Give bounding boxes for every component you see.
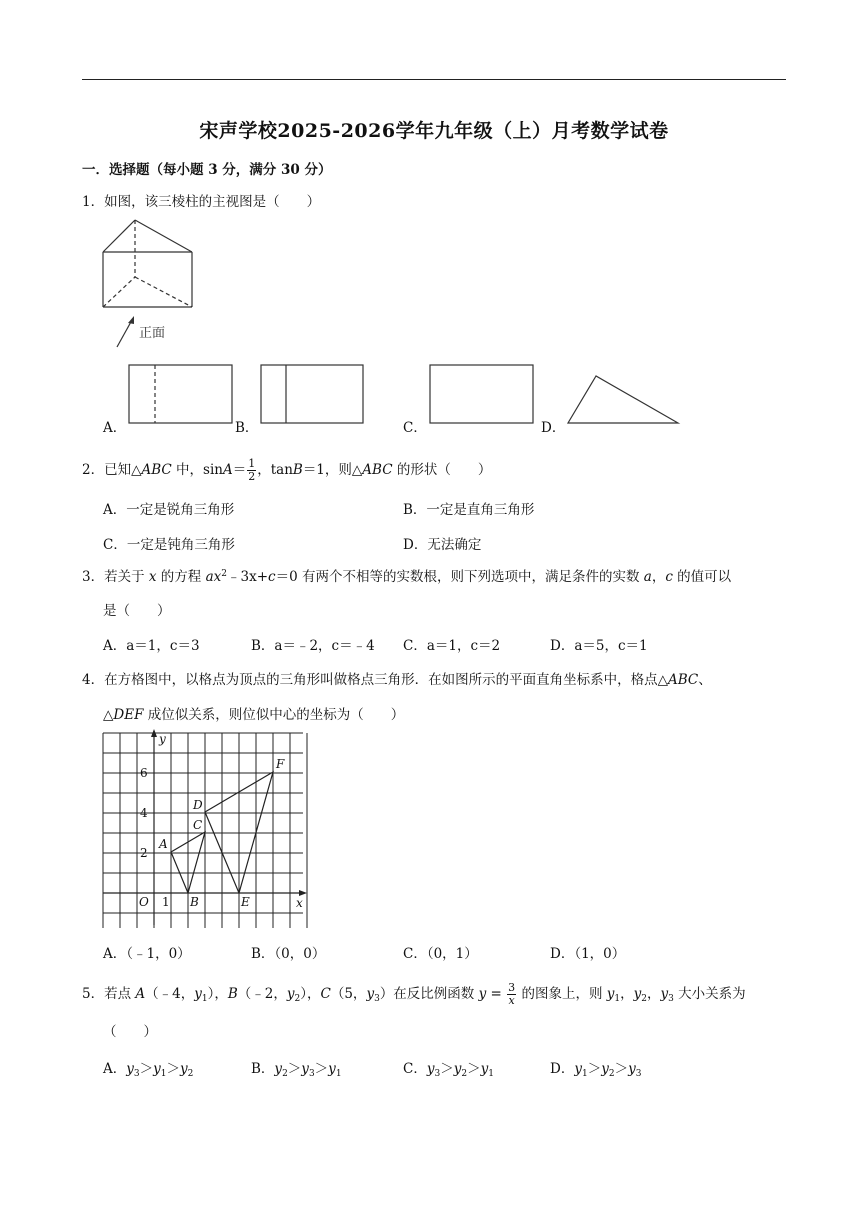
question-3-stem-line1: 3．若关于 x 的方程 $ax^2﹣3x+c=0$ 有两个不相等的实数根，则下列选项中，满足条件的实数 a，c 的值可以 — [82, 569, 732, 585]
q5-option-c[interactable]: C．$y_3>y_2>y_1$ — [403, 1061, 494, 1079]
q3-option-d[interactable]: D．a＝5，c＝1 — [550, 638, 648, 654]
point-e-label: E — [241, 895, 250, 909]
q4-option-d[interactable]: D．（1，0） — [550, 946, 626, 962]
origin-label: O — [139, 895, 149, 909]
y-tick-4: 4 — [140, 806, 148, 820]
q5-option-a[interactable]: A．$y_3>y_1>y_2$ — [103, 1061, 194, 1079]
question-5-stem-line1: 5．若点 A（﹣4，$y_1$），B（﹣2，$y_2$），C（5，$y_3$）在反比例函数 y = $\frac{3}{x}$ 的图象上，则 $y_1$，$y_2$，$y_3$ 大小关系为 — [82, 981, 746, 1007]
q3-option-a[interactable]: A．a＝1，c＝3 — [103, 638, 200, 654]
q1-option-b[interactable]: B． — [235, 420, 259, 436]
y-tick-2: 2 — [140, 846, 148, 860]
q5-option-b[interactable]: B．$y_2>y_3>y_1$ — [251, 1061, 342, 1079]
question-2-stem: 2．已知△ABC 中，sinA＝ $\frac{1}{2}$ ，tanB＝1，则△ABC 的形状（ ） — [82, 457, 492, 483]
point-c-label: C — [193, 818, 203, 832]
point-d-label: D — [193, 798, 203, 812]
y-axis-label: y — [159, 732, 166, 746]
q3-option-b[interactable]: B．a＝﹣2，c＝﹣4 — [251, 638, 375, 654]
q2-option-c[interactable]: C．一定是钝角三角形 — [103, 537, 235, 553]
x-axis-label: x — [296, 896, 303, 910]
question-4-stem-line1: 4．在方格图中，以格点为顶点的三角形叫做格点三角形．在如图所示的平面直角坐标系中，格点△ABC、 — [82, 672, 712, 688]
q2-option-b[interactable]: B．一定是直角三角形 — [403, 502, 535, 518]
q4-option-b[interactable]: B．（0，0） — [251, 946, 326, 962]
point-a-label: A — [159, 837, 168, 851]
y-tick-6: 6 — [140, 766, 148, 780]
x-tick-1: 1 — [162, 895, 170, 909]
section-heading: 一．选择题（每小题 3 分，满分 30 分） — [82, 162, 332, 178]
q5-option-d[interactable]: D．$y_1>y_2>y_3$ — [550, 1061, 642, 1079]
q4-option-c[interactable]: C．（0，1） — [403, 946, 478, 962]
point-b-label: B — [190, 895, 199, 909]
q1-option-a[interactable]: A． — [103, 420, 127, 436]
q2-option-d[interactable]: D．无法确定 — [403, 537, 482, 553]
point-f-label: F — [276, 757, 285, 771]
question-4-stem-line2: △DEF 成位似关系，则位似中心的坐标为（ ） — [103, 707, 405, 723]
q1-option-c[interactable]: C． — [403, 420, 427, 436]
question-3-stem-line2: 是（ ） — [103, 603, 171, 619]
page-title: 宋声学校2025-2026学年九年级（上）月考数学试卷 — [199, 120, 669, 142]
q1-option-d[interactable]: D． — [541, 420, 566, 436]
q3-option-c[interactable]: C．a＝1，c＝2 — [403, 638, 501, 654]
q2-option-a[interactable]: A．一定是锐角三角形 — [103, 502, 235, 518]
question-5-stem-line2: （ ） — [103, 1024, 157, 1040]
question-1-stem: 1．如图，该三棱柱的主视图是（ ） — [82, 194, 321, 210]
front-label: 正面 — [139, 326, 166, 341]
q4-option-a[interactable]: A．（﹣1，0） — [103, 946, 191, 962]
